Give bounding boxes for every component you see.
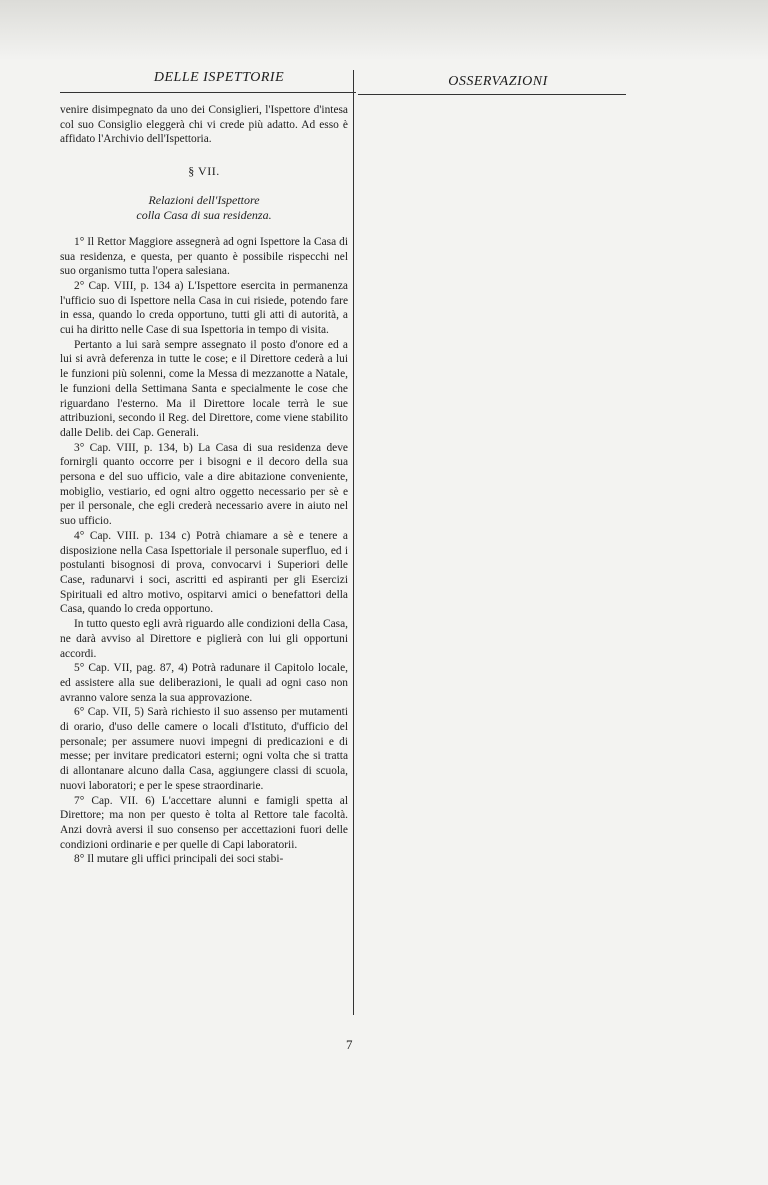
section-subtitle [60, 193, 348, 223]
paragraph-10: 8° Il mutare gli uffici principali dei soci stabi- [74, 853, 284, 866]
intro-paragraph: venire disimpegnato da uno dei Consiglieri, l'Ispettore d'intesa col suo Consiglio eleggerà chi vi crede più adatto. Ad esso è affidato l'Archivio dell'Ispettoria. [60, 104, 348, 146]
right-column-header: OSSERVAZIONI [448, 74, 548, 89]
left-column-header: DELLE ISPETTORIE [153, 70, 285, 85]
paragraph-8: 6° Cap. VII, 5) Sarà richiesto il suo assenso per mutamenti di orario, d'uso delle camere o locali d'Istituto, d'ufficio del personale; per assumere nuovi impegni di predicazioni e di messe; per invitare predicatori esterni; ogni volta che si tratta di allontanare alcuno dalla Casa, aggiungere classi di scuola, nuovi laboratori; e per le spese straordinarie. [60, 706, 348, 792]
right-header-rule [358, 94, 626, 95]
subtitle-line-2: colla Casa di sua residenza. [136, 207, 272, 222]
main-text-column [60, 103, 348, 867]
paragraph-7: 5° Cap. VII, pag. 87, 4) Potrà radunare il Capitolo locale, ed assistere alla sue deliberazioni, le quali ad ogni caso non avranno valore senza la sua approvazione. [60, 662, 348, 704]
subtitle-line-1: Relazioni dell'Ispettore [148, 192, 260, 207]
page-shade [0, 0, 768, 60]
paragraph-5: 4° Cap. VIII. p. 134 c) Potrà chiamare a sè e tenere a disposizione nella Casa Ispettoriale il personale superfluo, ed i postulanti bisognosi di prova, convocarvi i Superiori delle Case, radunarvi i soci, ascritti ed aspiranti per gli Esercizi Spirituali ed altro motivo, ospitarvi amici o benefattori della Casa, quando lo creda opportuno. [60, 529, 348, 616]
paragraph-1: 1° Il Rettor Maggiore assegnerà ad ogni Ispettore la Casa di sua residenza, e questa, per quanto è possibile rispecchi nel suo organismo tutta l'opera salesiana. [60, 235, 348, 278]
paragraph-2: 2° Cap. VIII, p. 134 a) L'Ispettore esercita in permanenza l'ufficio suo di Ispettore nella Casa in cui risiede, potendo fare in essa, quando lo creda opportuno, tutti gli atti di autorità, a cui ha diritto nelle Case di sua Ispettoria in tempo di visita. [60, 279, 348, 337]
left-header-rule [60, 92, 356, 93]
page-number: 7 [346, 1037, 353, 1052]
paragraph-6: In tutto questo egli avrà riguardo alle condizioni della Casa, ne darà avviso al Direttore e piglierà con lui gli opportuni accordi. [60, 618, 348, 660]
section-heading: § VII. [188, 164, 220, 179]
paragraph-9: 7° Cap. VII. 6) L'accettare alunni e famigli spetta al Direttore; ma non per questo è tolta al Rettore tale facoltà. Anzi dovrà aversi il suo consenso per accettazioni fuori delle condizioni ordinarie e per quelle di Capi laboratorii. [60, 794, 348, 851]
paragraph-4: 3° Cap. VIII, p. 134, b) La Casa di sua residenza deve fornirgli quanto occorre per i bisogni e il decoro della sua persona e del suo ufficio, vale a dire abitazione conveniente, mobiglio, vestiario, ed ogni altro oggetto necessario per sè e per il personale, che egli crederà necessario avere in aiuto nel suo ufficio. [60, 441, 348, 528]
column-divider [353, 70, 354, 1015]
paragraph-3: Pertanto a lui sarà sempre assegnato il posto d'onore ed a lui si avrà deferenza in tutte le cose; e il Direttore cederà a lui le funzioni più solenni, come la Messa di mezzanotte a Natale, le funzioni della Settimana Santa e specialmente le cose che riguardano l'esterno. Ma il Direttore locale terrà le sue attribuzioni, secondo il Reg. del Direttore, come viene stabilito dalle Delib. dei Cap. Generali. [60, 338, 348, 439]
